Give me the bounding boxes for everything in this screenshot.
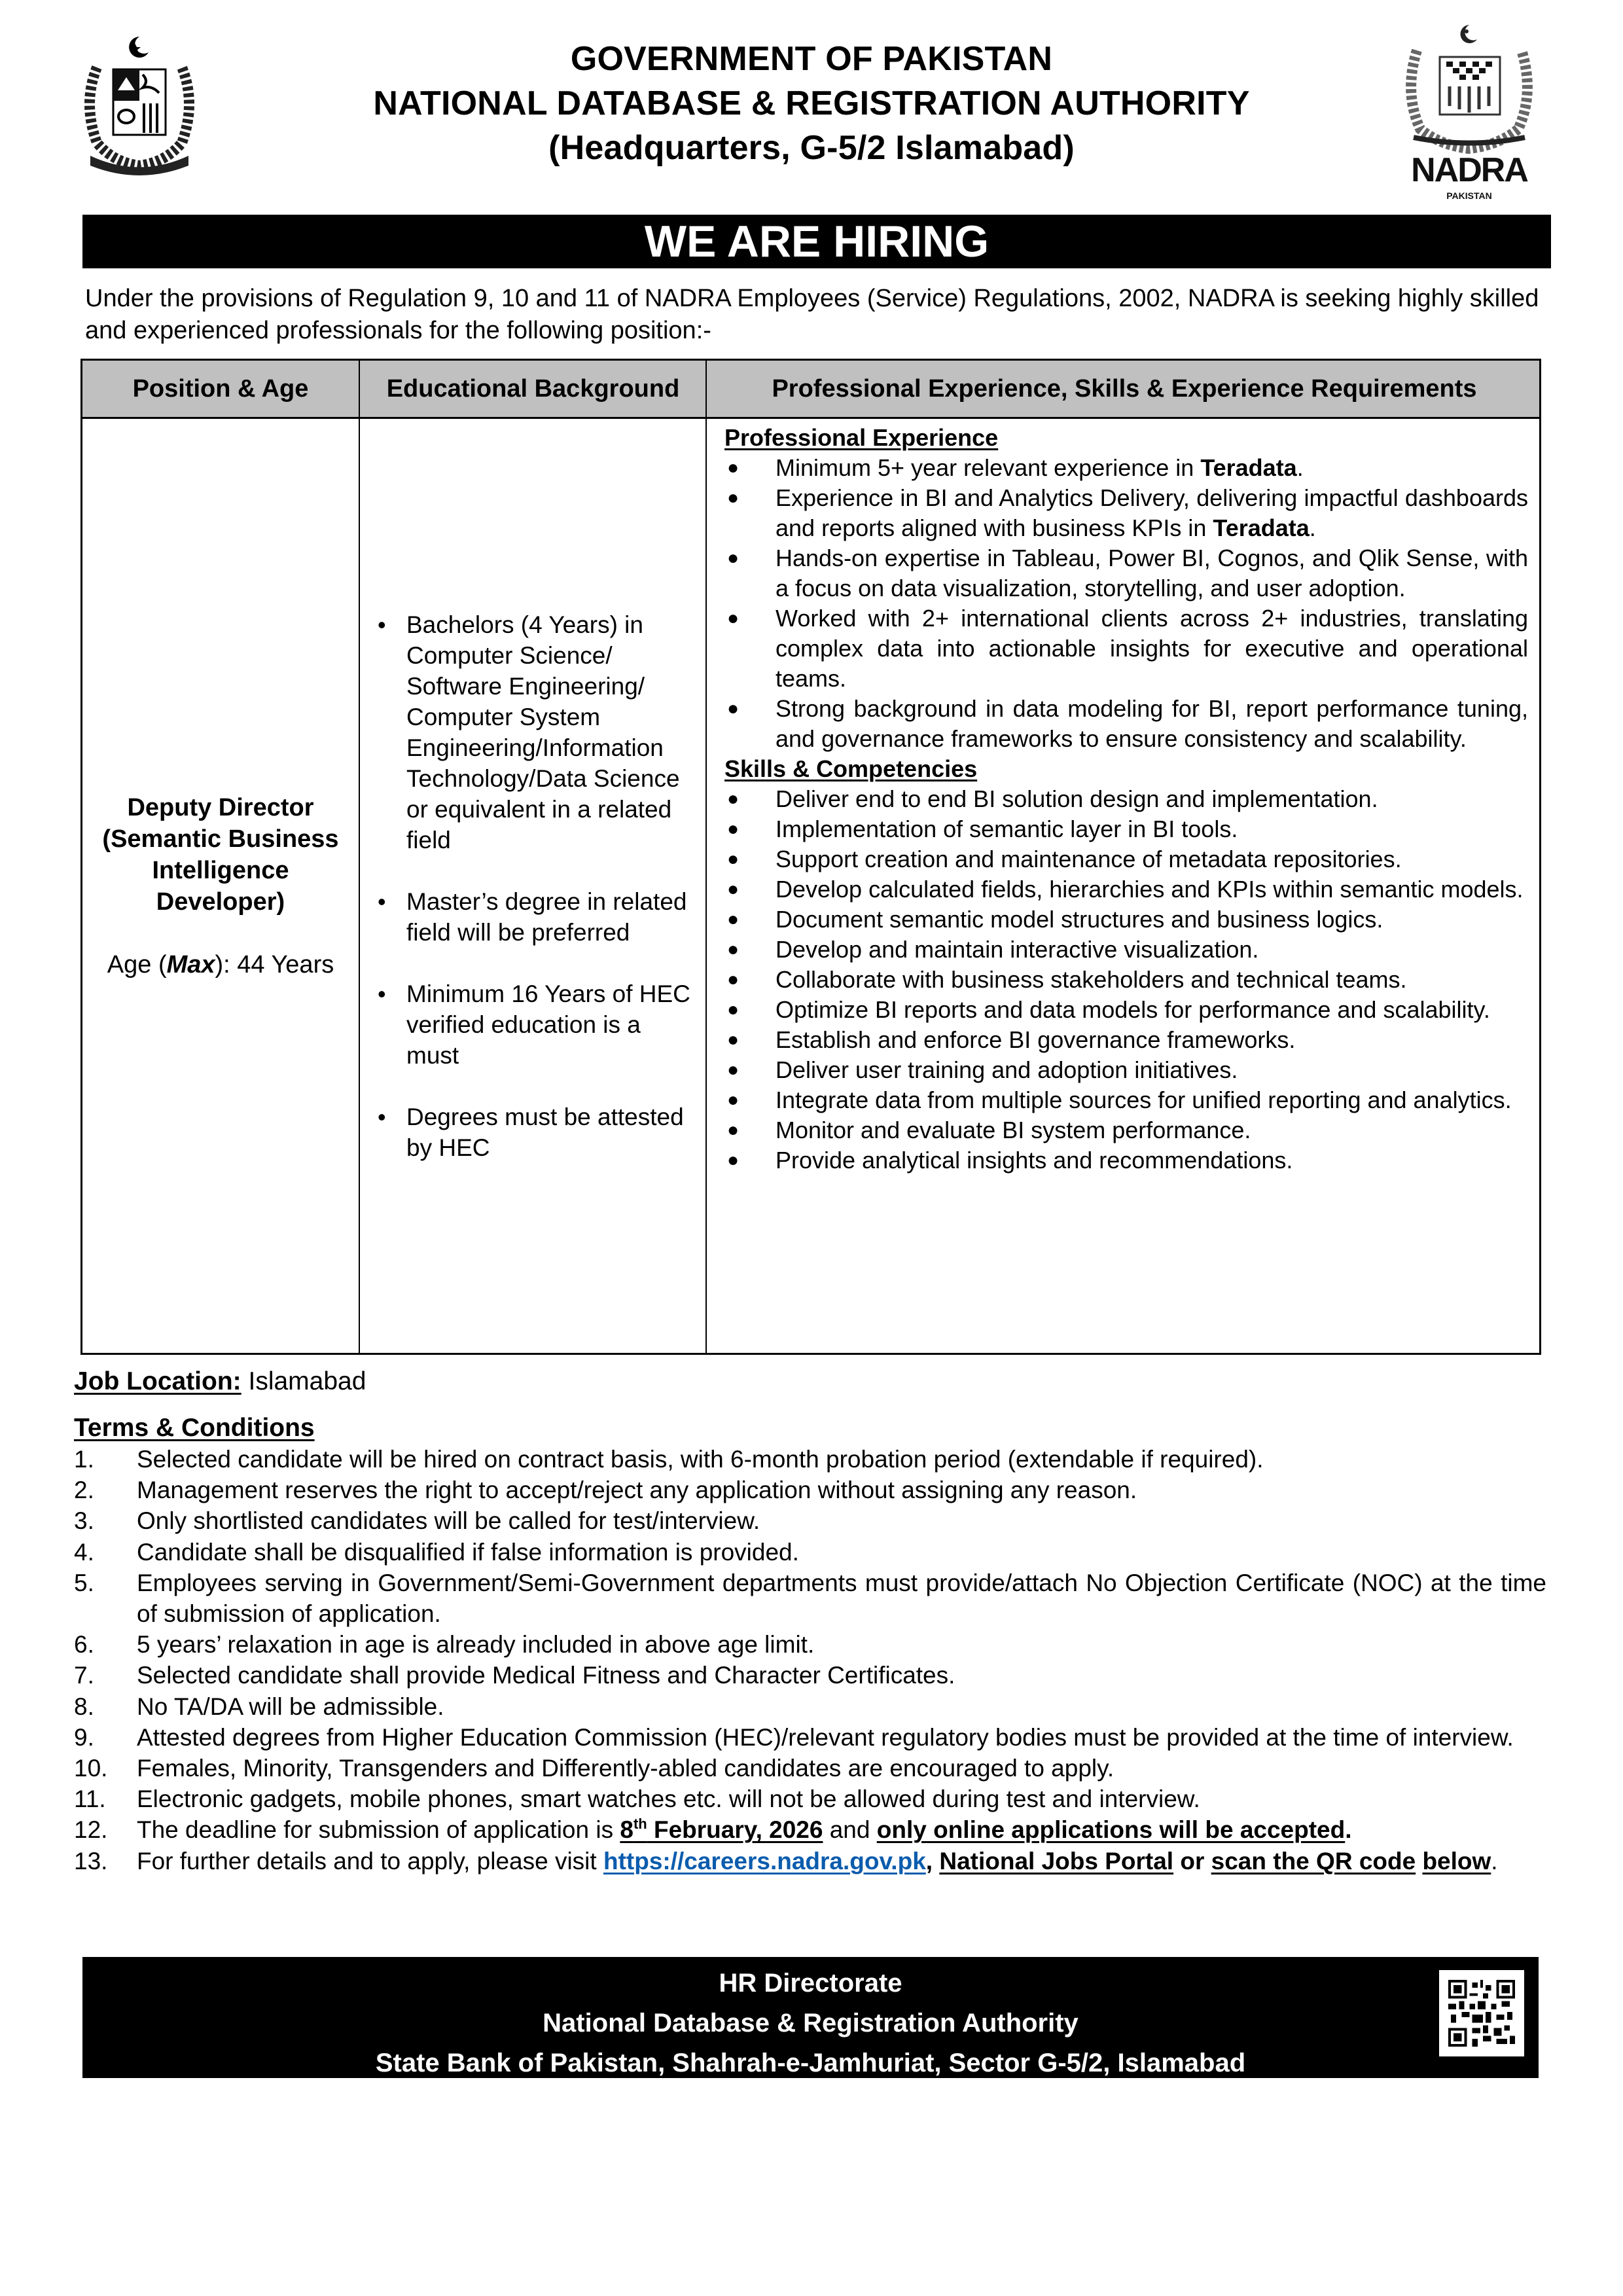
term-text: and [823,1816,877,1844]
table-header-row [82,361,1539,419]
experience-text: Minimum 5+ year relevant experience in [776,454,1201,481]
skill-item [724,935,1528,965]
column-divider [359,361,360,1353]
skill-item [724,1085,1528,1115]
term-number: 7. [74,1662,94,1689]
term-text: The deadline for submission of application is [137,1816,620,1844]
skill-item [724,1115,1528,1145]
national-jobs-portal-link[interactable]: National Jobs Portal [939,1847,1174,1874]
svg-text:PAKISTAN: PAKISTAN [1446,190,1492,201]
deadline-day: 8 [620,1816,633,1844]
term-item [74,1753,1546,1784]
education-text: Minimum 16 Years of HEC verified education is a must [406,980,690,1069]
skill-item [724,965,1528,995]
experience-text: Experience in BI and Analytics Delivery, delivering impactful dashboards and reports aligned with business KPIs in [776,484,1528,541]
terms-list [74,1444,1546,1876]
term-number: 8. [74,1693,94,1720]
experience-cell [707,419,1541,1353]
experience-emphasis: Teradata [1213,514,1310,541]
age-value: ): 44 Years [215,950,334,978]
education-text: Degrees must be attested by HEC [406,1103,684,1161]
bullet-icon: ● [727,1059,740,1081]
terms-heading: Terms & Conditions [74,1414,315,1442]
term-item [74,1537,1546,1568]
skill-text: Integrate data from multiple sources for unified reporting and analytics. [776,1086,1512,1113]
term-text: Attested degrees from Higher Education Commission (HEC)/relevant regulatory bodies must be provided at the time of interview. [137,1723,1514,1751]
bullet-icon: ● [727,487,740,509]
term-text: Employees serving in Government/Semi-Government departments must provide/attach No Objection Certificate (NOC) at the time of submission of application. [137,1569,1546,1628]
term-item [74,1568,1546,1629]
skill-text: Deliver user training and adoption initiatives. [776,1056,1238,1083]
term-item [74,1444,1546,1475]
column-header-education: Educational Background [386,375,680,403]
education-cell [361,419,705,1353]
term-text: Selected candidate shall provide Medical Fitness and Character Certificates. [137,1662,955,1689]
header-title-nadra: NATIONAL DATABASE & REGISTRATION AUTHORITY [373,84,1250,122]
intro-paragraph: Under the provisions of Regulation 9, 10 and 11 of NADRA Employees (Service) Regulations, 2002, NADRA is seeking highly skilled and experienced professionals for the following position:- [85,285,1539,344]
term-item [74,1691,1546,1722]
term-number: 11. [74,1785,106,1813]
skill-item [724,814,1528,844]
position-title-line: Deputy Director [127,793,314,821]
term-number: 3. [74,1507,94,1535]
job-location-value: Islamabad [241,1367,366,1395]
skill-text: Deliver end to end BI solution design and implementation. [776,785,1378,812]
job-location [74,1365,366,1398]
skill-text: Monitor and evaluate BI system performance. [776,1117,1251,1143]
experience-item [724,543,1528,603]
bullet-icon: ● [727,1149,740,1171]
term-number: 9. [74,1723,94,1751]
bullet-icon: ● [727,939,740,960]
experience-item [724,603,1528,694]
job-requirements-table [80,359,1541,1355]
svg-text:NADRA: NADRA [1411,151,1527,189]
bullet-icon: ● [727,788,740,810]
bullet-icon: ● [727,908,740,930]
age-max-label: Max [166,950,215,978]
position-title-line: Developer) [156,888,285,916]
term-text: . [1491,1847,1498,1874]
skill-text: Optimize BI reports and data models for performance and scalability. [776,996,1490,1023]
term-text: Electronic gadgets, mobile phones, smart watches etc. will not be allowed during test and interview. [137,1785,1200,1813]
experience-item [724,483,1528,543]
term-item [74,1660,1546,1691]
position-title-line: Intelligence [152,856,289,884]
term-item [74,1475,1546,1505]
term-number: 4. [74,1538,94,1566]
position-cell [82,419,359,1353]
column-divider [705,361,707,1353]
term-text: For further details and to apply, please visit [137,1847,603,1874]
education-item [376,609,699,855]
education-text: Master’s degree in related field will be preferred [406,888,687,946]
term-item [74,1629,1546,1660]
bullet-icon: ● [727,999,740,1020]
term-text: Management reserves the right to accept/reject any application without assigning any reason. [137,1477,1137,1504]
term-text: 5 years’ relaxation in age is already included in above age limit. [137,1631,815,1659]
experience-text: . [1296,454,1304,481]
education-item [376,978,699,1071]
skill-item [724,844,1528,874]
skill-text: Implementation of semantic layer in BI tools. [776,816,1238,842]
skill-item [724,1055,1528,1085]
term-item [74,1505,1546,1536]
bullet-icon: ● [727,457,740,478]
skill-item [724,874,1528,905]
term-text: Candidate shall be disqualified if false information is provided. [137,1538,799,1566]
term-number: 6. [74,1631,94,1659]
position-title-line: (Semantic Business [102,825,339,853]
term-text: Females, Minority, Transgenders and Differently-abled candidates are encouraged to apply. [137,1755,1115,1782]
term-text: No TA/DA will be admissible. [137,1693,444,1720]
deadline-month-year: February, 2026 [647,1816,823,1844]
bullet-icon: ● [727,1119,740,1141]
experience-text: Strong background in data modeling for BI, report performance tuning, and governance frameworks to ensure consistency and scalability. [776,695,1528,752]
education-item [376,886,699,948]
bullet-icon: ● [727,969,740,990]
column-header-experience: Professional Experience, Skills & Experience Requirements [772,375,1477,403]
bullet-icon: ● [727,848,740,870]
experience-emphasis: Teradata [1200,454,1297,481]
skill-text: Support creation and maintenance of metadata repositories. [776,846,1402,872]
term-number: 10. [74,1755,108,1782]
term-number: 12. [74,1816,108,1844]
experience-item [724,694,1528,754]
term-item [74,1784,1546,1814]
online-only-notice: only online applications will be accepted [876,1816,1346,1844]
bullet-icon: ● [727,818,740,840]
bullet-icon: ● [727,1089,740,1111]
term-item-deadline [74,1814,1546,1845]
education-text: Bachelors (4 Years) in Computer Science/ Software Engineering/ Computer System Engineering/Information Technology/Data Science or equivalent in a related field [406,611,680,853]
bullet-icon: • [378,1103,386,1130]
term-item [74,1722,1546,1753]
skill-item [724,995,1528,1025]
scan-qr-text: scan the QR code [1211,1847,1416,1874]
bullet-icon: ● [727,547,740,569]
term-text: or [1173,1847,1211,1874]
bullet-icon: ● [727,698,740,719]
footer-address: State Bank of Pakistan, Shahrah-e-Jamhuriat, Sector G-5/2, Islamabad [375,2049,1246,2077]
skill-item [724,1145,1528,1175]
deadline-day-suffix: th [633,1816,647,1833]
skill-text: Develop calculated fields, hierarchies and KPIs within semantic models. [776,876,1524,903]
header-title-headquarters: (Headquarters, G-5/2 Islamabad) [548,129,1075,167]
experience-text: Worked with 2+ international clients across 2+ industries, translating complex data into actionable insights for executive and operational teams. [776,605,1528,692]
header-title-government: GOVERNMENT OF PAKISTAN [570,40,1053,78]
professional-experience-heading: Professional Experience [724,424,999,451]
column-header-position: Position & Age [132,375,309,403]
skill-text: Develop and maintain interactive visualization. [776,936,1259,963]
term-number: 13. [74,1847,108,1874]
term-text: Only shortlisted candidates will be called for test/interview. [137,1507,760,1535]
education-item [376,1102,699,1163]
position-age-limit [107,949,334,980]
we-are-hiring-banner: WE ARE HIRING [82,215,1551,268]
term-text: Selected candidate will be hired on contract basis, with 6-month probation period (extendable if required). [137,1446,1264,1473]
skill-text: Provide analytical insights and recommendations. [776,1147,1293,1174]
footer-hr-directorate: HR Directorate [719,1969,902,1998]
footer-organization: National Database & Registration Authority [543,2009,1079,2037]
experience-item [724,453,1528,483]
term-item-apply [74,1846,1546,1876]
experience-text: . [1309,514,1316,541]
skill-item [724,1025,1528,1055]
skills-heading: Skills & Competencies [724,755,978,782]
bullet-icon: ● [727,878,740,900]
age-prefix: Age ( [107,950,167,978]
bullet-icon: ● [727,1029,740,1050]
footer-contact-bar [82,1957,1539,2078]
term-number: 2. [74,1477,94,1504]
skill-text: Collaborate with business stakeholders and technical teams. [776,966,1407,993]
job-location-label: Job Location: [74,1367,241,1395]
position-title [102,792,338,918]
term-text: . [1345,1816,1352,1844]
experience-text: Hands-on expertise in Tableau, Power BI, Cognos, and Qlik Sense, with a focus on data visualization, storytelling, and user adoption. [776,545,1528,601]
deadline-date [620,1816,823,1843]
term-number: 1. [74,1446,94,1473]
skill-item [724,784,1528,814]
skill-text: Document semantic model structures and business logics. [776,906,1383,933]
term-text: , [925,1847,940,1874]
skill-text: Establish and enforce BI governance frameworks. [776,1026,1296,1053]
scan-qr-text: below [1422,1847,1491,1874]
careers-link[interactable]: https://careers.nadra.gov.pk [603,1847,926,1874]
bullet-icon: • [378,980,386,1007]
bullet-icon: • [378,611,386,638]
qr-code-icon[interactable] [1439,1970,1524,2056]
skill-item [724,905,1528,935]
term-number: 5. [74,1569,94,1596]
bullet-icon: ● [727,607,740,629]
bullet-icon: • [378,888,386,915]
